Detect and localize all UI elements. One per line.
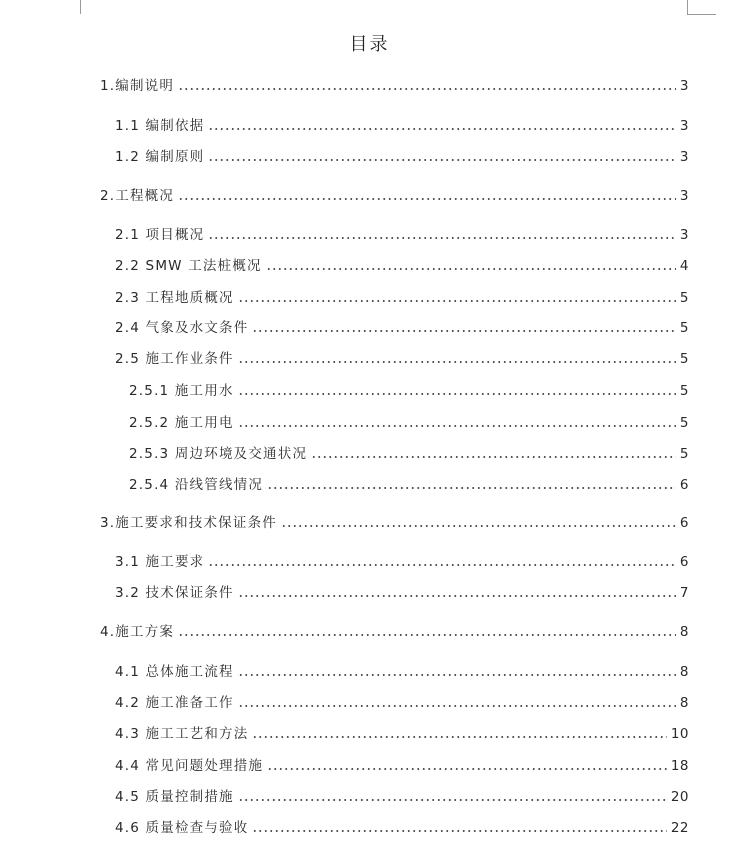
toc-dot-leader	[238, 595, 676, 597]
toc-entry-label: 3.1 施工要求	[115, 554, 205, 570]
toc-entry-label: 1.1 编制依据	[115, 118, 205, 134]
toc-dot-leader	[208, 237, 676, 239]
toc-dot-leader	[238, 705, 676, 707]
toc-entry-page-number: 3	[679, 188, 689, 204]
toc-entry[interactable]	[115, 347, 689, 367]
toc-entry[interactable]	[129, 473, 689, 493]
toc-entry-label: 2.5.2 施工用电	[129, 415, 234, 431]
toc-entry-label: 2.5 施工作业条件	[115, 351, 234, 367]
toc-entry[interactable]	[100, 74, 689, 94]
toc-entry-label: 4.施工方案	[100, 624, 175, 640]
toc-dot-leader	[238, 799, 667, 801]
toc-dot-leader	[178, 198, 676, 200]
toc-dot-leader	[252, 330, 675, 332]
toc-dot-leader	[208, 128, 676, 130]
toc-entry-page-number: 5	[679, 446, 689, 462]
toc-entry-page-number: 5	[679, 383, 689, 399]
toc-entry[interactable]	[115, 816, 689, 836]
toc-dot-leader	[178, 634, 676, 636]
toc-entry-page-number: 8	[679, 664, 689, 680]
toc-entry-label: 2.4 气象及水文条件	[115, 320, 249, 336]
toc-entry[interactable]	[115, 785, 689, 805]
toc-entry-label: 2.2 SMW 工法桩概况	[115, 258, 262, 274]
toc-dot-leader	[252, 736, 666, 738]
toc-entry-page-number: 6	[679, 515, 689, 531]
toc-entry[interactable]	[115, 550, 689, 570]
page-corner-mark-left	[80, 0, 81, 14]
toc-entry[interactable]	[115, 254, 689, 274]
toc-entry[interactable]	[115, 114, 689, 134]
toc-entry[interactable]	[115, 223, 689, 243]
toc-entry[interactable]	[129, 442, 689, 462]
toc-entry-label: 2.5.1 施工用水	[129, 383, 234, 399]
toc-entry-label: 1.2 编制原则	[115, 149, 205, 165]
toc-dot-leader	[281, 525, 676, 527]
toc-entry-label: 4.4 常见问题处理措施	[115, 758, 264, 774]
toc-entry-label: 4.2 施工准备工作	[115, 695, 234, 711]
toc-entry-page-number: 22	[670, 820, 689, 836]
toc-entry[interactable]	[115, 286, 689, 306]
toc-entry-page-number: 6	[679, 477, 689, 493]
toc-entry-page-number: 10	[670, 726, 689, 742]
toc-entry-page-number: 5	[679, 290, 689, 306]
toc-dot-leader	[238, 674, 676, 676]
toc-entry-label: 2.5.4 沿线管线情况	[129, 477, 264, 493]
toc-entry-page-number: 3	[679, 118, 689, 134]
toc-entry-page-number: 8	[679, 624, 689, 640]
toc-entry[interactable]	[100, 184, 689, 204]
toc-entry-page-number: 6	[679, 554, 689, 570]
toc-entry-label: 4.3 施工工艺和方法	[115, 726, 249, 742]
toc-entry-label: 4.5 质量控制措施	[115, 789, 234, 805]
toc-dot-leader	[267, 768, 667, 770]
toc-entry-page-number: 3	[679, 227, 689, 243]
toc-entry-page-number: 7	[679, 585, 689, 601]
toc-entry-page-number: 5	[679, 320, 689, 336]
toc-dot-leader	[178, 88, 676, 90]
toc-entry-page-number: 5	[679, 351, 689, 367]
toc-title: 目录	[349, 34, 390, 55]
toc-entry[interactable]	[129, 379, 689, 399]
toc-dot-leader	[208, 159, 676, 161]
toc-entry-page-number: 3	[679, 149, 689, 165]
toc-dot-leader	[238, 425, 676, 427]
toc-entry-page-number: 8	[679, 695, 689, 711]
toc-entry-label: 3.施工要求和技术保证条件	[100, 515, 277, 531]
toc-entry[interactable]	[115, 754, 689, 774]
toc-dot-leader	[266, 268, 676, 270]
toc-entry[interactable]	[115, 691, 689, 711]
toc-dot-leader	[208, 564, 676, 566]
toc-entry-label: 4.6 质量检查与验收	[115, 820, 249, 836]
toc-entry[interactable]	[115, 660, 689, 680]
toc-entry-label: 2.5.3 周边环境及交通状况	[129, 446, 308, 462]
toc-entry-label: 2.工程概况	[100, 188, 175, 204]
toc-entry[interactable]	[100, 620, 689, 640]
toc-entry-label: 2.1 项目概况	[115, 227, 205, 243]
toc-dot-leader	[252, 830, 666, 832]
toc-entry[interactable]	[100, 511, 689, 531]
toc-entry[interactable]	[115, 581, 689, 601]
toc-dot-leader	[238, 393, 676, 395]
toc-entry-page-number: 3	[679, 78, 689, 94]
toc-entry[interactable]	[115, 722, 689, 742]
toc-entry-page-number: 18	[670, 758, 689, 774]
toc-entry-page-number: 4	[679, 258, 689, 274]
page-corner-mark-right	[687, 0, 716, 15]
toc-entry-label: 4.1 总体施工流程	[115, 664, 234, 680]
toc-entry[interactable]	[115, 316, 689, 336]
toc-entry[interactable]	[115, 145, 689, 165]
toc-dot-leader	[238, 300, 676, 302]
toc-dot-leader	[311, 456, 676, 458]
toc-entry-label: 3.2 技术保证条件	[115, 585, 234, 601]
toc-entry-label: 2.3 工程地质概况	[115, 290, 234, 306]
toc-entry-page-number: 20	[670, 789, 689, 805]
toc-entry-label: 1.编制说明	[100, 78, 175, 94]
toc-entry[interactable]	[129, 411, 689, 431]
toc-dot-leader	[267, 487, 676, 489]
toc-entry-page-number: 5	[679, 415, 689, 431]
toc-dot-leader	[238, 361, 676, 363]
